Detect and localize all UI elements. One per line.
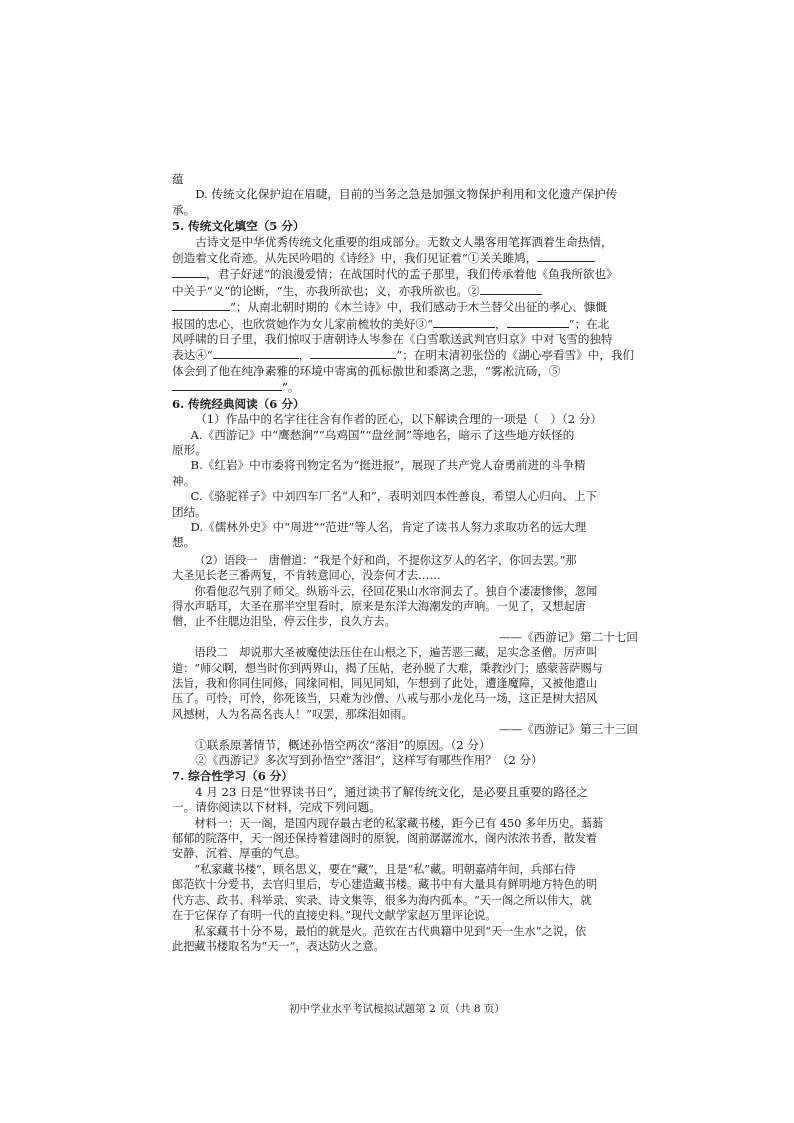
blank-1a[interactable] [537, 250, 595, 262]
q6-option-a-cont: 原形。 [172, 442, 207, 457]
q5-line: 体会到了他在纯净素雅的环境中寄寓的孤标傲世和黍离之悲，“雾凇沆砀，⑤ [172, 363, 561, 378]
q6-option-d: D.《儒林外史》中“周进”“范进”等人名，肯定了读书人努力求取功名的远大理 [190, 519, 587, 534]
exam-page-body [172, 172, 638, 954]
q5-line: 风呼啸的日子里，我们惊叹于唐朝诗人岑参在《白雪歌送武判官归京》中对飞雪的独特 [172, 332, 613, 347]
blank-4a[interactable] [213, 347, 299, 359]
passage-2-line: 道：“师父啊，想当时你到两界山，揭了压帖，老孙脱了大难，秉教沙门；感蒙菩萨赐与 [172, 661, 603, 675]
q5-line: 创造着文化奇迹。从先民吟唱的《诗经》中，我们见证着“①关关雎鸠， [172, 250, 638, 266]
material-1-line: 私家藏书十分不易，最怕的就是火。范钦在古代典籍中见到“天一生水”之说，依 [194, 924, 587, 938]
material-1-line: 材料一：天一阁，是国内现存最古老的私家藏书楼，距今已有 450 多年历史。蓊蓊 [194, 816, 604, 830]
passage-1-line: 你看他忍气别了师父。纵筋斗云，径回花果山水帘洞去了。独自个凄凄惨惨，忽闻 [194, 584, 598, 598]
q5-line: ，君子好逑”的浪漫爱情；在战国时代的孟子那里，我们传承着他《鱼我所欲也》 [172, 266, 638, 282]
blank-2b[interactable] [172, 299, 230, 311]
q7-intro-line: 一。请你阅读以下材料，完成下列问题。 [172, 800, 381, 815]
q7-intro-line: 4 月 23 日是“世界读书日”，通过读书了解传统文化，是必要且重要的路径之 [195, 784, 589, 799]
q5-line: 表达④“ ， ”；在明末清初张岱的《湖心亭看雪》中，我们 [172, 348, 635, 363]
passage-1-line: 得水声聒耳，大圣在那半空里看时，原来是东洋大海潮发的声响。一见了，又想起唐 [172, 599, 586, 613]
page-footer: 初中学业水平考试模拟试题第 2 页（共 8 页） [289, 1003, 505, 1015]
question-5-title: 5. 传统文化填空（5 分） [172, 219, 305, 234]
text-fragment: 蕴 [172, 172, 184, 186]
q6-option-c: C.《骆驼祥子》中刘四车厂名“人和”，表明刘四本性善良，希望人心归向、上下 [190, 489, 598, 504]
option-d-continuation: 承。 [172, 202, 196, 217]
passage-1-line: 大圣见长老三番两复，不肯转意回心，没奈何才去…… [172, 569, 441, 583]
blank-3a[interactable] [433, 316, 495, 328]
blank-5[interactable] [172, 379, 282, 391]
blank-4b[interactable] [310, 347, 396, 359]
material-1-line: 此把藏书楼取名为“天一”，表达防火之意。 [172, 939, 385, 953]
q5-line: 报国的忠心，也欣赏她作为女儿家前梳妆的美好③“ ， ”；在北 [172, 316, 610, 331]
material-1-line: 郁郁的院落中，天一阁还保持着建阁时的原貌，阁前潺潺流水，阁内浓浓书香，散发着 [172, 832, 598, 846]
q6-sub-question-1: ①联系原著情节，概述孙悟空两次“落泪”的原因。（2 分） [195, 737, 491, 752]
q5-line: ”；从南北朝时期的《木兰诗》中，我们感动于木兰替父出征的孝心、慷慨 [172, 299, 638, 315]
q6-option-d-cont: 想。 [172, 535, 196, 550]
blank-1b[interactable] [172, 266, 206, 278]
blank-3b[interactable] [507, 316, 569, 328]
q6-sub-question-2: ②《西游记》多次写到孙悟空“落泪”，这样写有哪些作用？（2 分） [195, 753, 543, 768]
material-1-line: “私家藏书楼”，顾名思义，要在“藏”，且是“私”藏。明朝嘉靖年间，兵部右侍 [194, 862, 576, 876]
passage-1-source: ——《西游记》第二十七回 [498, 629, 638, 644]
q5-line: ”。 [172, 379, 638, 395]
q6-option-b-cont: 神。 [172, 473, 196, 488]
option-d-line: D. 传统文化保护迫在眉睫，目前的当务之急是加强文物保护利用和文化遗产保护传 [195, 187, 618, 202]
passage-2-line: 法旨，我和你同住同修，同缘同相，同见同知，乍想到了此处，遭逢魔障，又被他遣山 [172, 677, 598, 690]
passage-2-line: 语段二 却说那大圣被魔使法压住在山根之下，遍苦恶三藏，足实念圣僧。厉声叫 [194, 646, 598, 660]
q6-option-c-cont: 团结。 [172, 504, 207, 519]
q6-option-b: B.《红岩》中市委将刊物定名为“挺进报”，展现了共产党人奋勇前进的斗争精 [190, 458, 586, 473]
question-6-title: 6. 传统经典阅读（6 分） [172, 396, 305, 411]
passage-1-line: 僧，止不住腮边泪坠，停云住步，良久方去。 [172, 615, 396, 629]
passage-1-line: （2）语段一 唐僧道：“我是个好和尚，不提你这歹人的名字，你回去罢。”那 [194, 553, 577, 567]
q5-line: 中关于“义”的论断，“生，亦我所欲也；义，亦我所欲也。② [172, 283, 638, 299]
blank-2a[interactable] [480, 283, 542, 295]
passage-2-line: 风撼树，人为名高名丧人！”叹罢，那珠泪如雨。 [172, 707, 413, 721]
material-1-line: 在于它保存了有明一代的直接史料。”现代文献学家赵万里评论说。 [172, 909, 497, 923]
passage-2-source: ——《西游记》第三十三回 [498, 722, 638, 737]
q5-line: 古诗文是中华优秀传统文化重要的组成部分。无数文人墨客用笔挥洒着生命热情， [195, 234, 613, 249]
material-1-line: 郎范钦十分爱书，去官归里后，专心建造藏书楼。藏书中有大量具有鲜明地方特色的明 [172, 878, 598, 892]
question-7-title: 7. 综合性学习（6 分） [172, 769, 293, 784]
passage-2-line: 压了。可怜，可怜，你死该当，只难为沙僧、八戒与那小龙化马一场，这正是树大招风 [172, 692, 598, 706]
material-1-line: 代方志、政书、科举录、实录、诗文集等，很多为海内孤本。“天一阁之所以伟大，就 [172, 893, 592, 907]
q6-option-a: A.《西游记》中“鹰愁涧”“乌鸡国”“盘丝洞”等地名，暗示了这些地方妖怪的 [190, 427, 575, 442]
material-1-line: 安静、沉着、厚重的气息。 [172, 847, 307, 861]
q6-subquestion-1: （1）作品中的名字往往含有作者的匠心，以下解读合理的一项是（ ）（2 分） [195, 412, 603, 427]
